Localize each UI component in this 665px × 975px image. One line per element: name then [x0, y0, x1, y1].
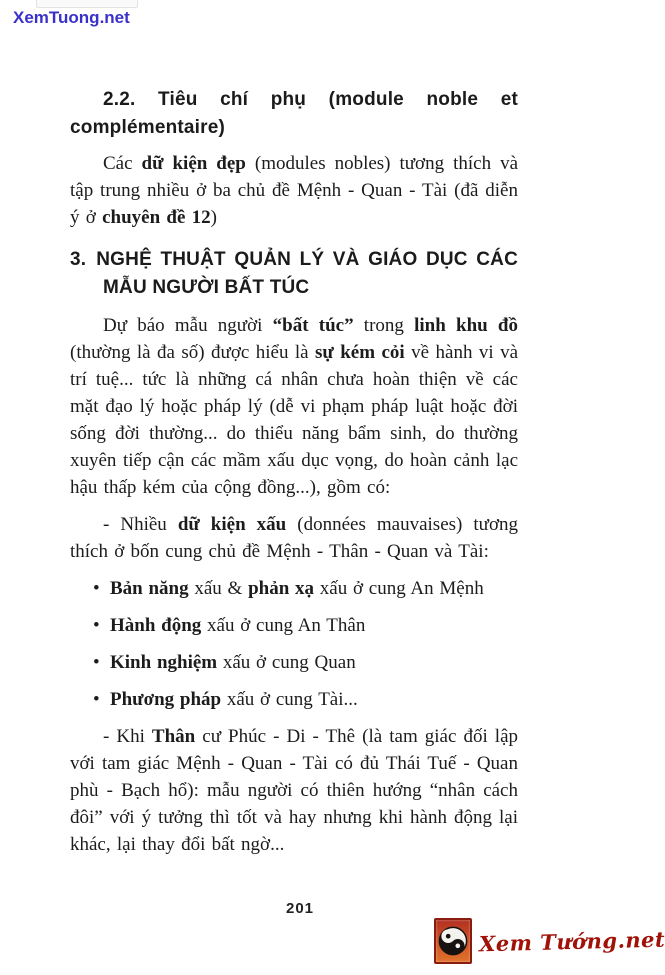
bullet-item — [70, 612, 518, 639]
bullet-text: Hành động xấu ở cung An Thân — [110, 615, 366, 636]
bullet-item — [70, 649, 518, 676]
site-watermark-link[interactable]: XemTuong.net — [13, 8, 130, 27]
paragraph-khi-than: - Khi Thân cư Phúc - Di - Thê (là tam giác đối lập với tam giác Mệnh - Quan - Tài có đủ Thái Tuế - Quan phù - Bạch hổ): mẫu người có thiên hướng “nhân cách đôi” với ý tưởng thì tốt và hay nhưng khi hành động lại khác, lại thay đổi bất ngờ... — [70, 726, 518, 855]
paragraph-nhieu-du-kien: - Nhiều dữ kiện xấu (données mauvaises) tương thích ở bốn cung chủ đề Mệnh - Thân - Quan và Tài: — [70, 514, 519, 562]
yin-yang-icon — [434, 918, 472, 964]
bullet-text: Phương pháp xấu ở cung Tài... — [110, 689, 358, 710]
bullet-marker-icon: • — [93, 652, 100, 673]
bullet-item — [70, 575, 518, 602]
bullet-marker-icon: • — [93, 578, 100, 599]
paragraph-du-bao: Dự báo mẫu người “bất túc” trong linh khu đồ (thường là đa số) được hiểu là sự kém cỏi về hành vi và trí tuệ... tức là những cá nhân chưa hoàn thiện về các mặt đạo lý hoặc pháp lý (dễ vi phạm pháp luật hoặc đời sống đời thường... do thiểu năng bẩm sinh, do thường xuyên tiếp cận các mầm xấu dục vọng, do hoàn cảnh lạc hậu thấp kém của cộng đồng...), gồm có: — [70, 315, 519, 498]
section-heading-3 — [70, 246, 518, 302]
page-body — [70, 86, 518, 858]
paragraph-intro: Các dữ kiện đẹp (modules nobles) tương thích và tập trung nhiều ở ba chủ đề Mệnh - Quan - Tài (đã diễn ý ở chuyên đề 12) — [70, 153, 518, 228]
logo-site-name: Xem Tướng.net — [478, 926, 665, 956]
page-number: 201 — [285, 900, 315, 917]
site-logo[interactable] — [434, 917, 665, 965]
scan-artifact — [36, 0, 138, 8]
bullet-text: Bản năng xấu & phản xạ xấu ở cung An Mệnh — [110, 578, 484, 599]
section-number: 3. — [70, 249, 87, 270]
section-heading-2-2: 2.2. Tiêu chí phụ (module noble et complémentaire) — [70, 89, 518, 138]
bullet-text: Kinh nghiệm xấu ở cung Quan — [110, 652, 356, 673]
bullet-marker-icon: • — [93, 689, 100, 710]
bullet-item — [70, 686, 518, 713]
bullet-list — [70, 575, 518, 713]
section-title: NGHỆ THUẬT QUẢN LÝ VÀ GIÁO DỤC CÁC MẪU NGƯỜI BẤT TÚC — [96, 249, 518, 298]
bullet-marker-icon: • — [93, 615, 100, 636]
